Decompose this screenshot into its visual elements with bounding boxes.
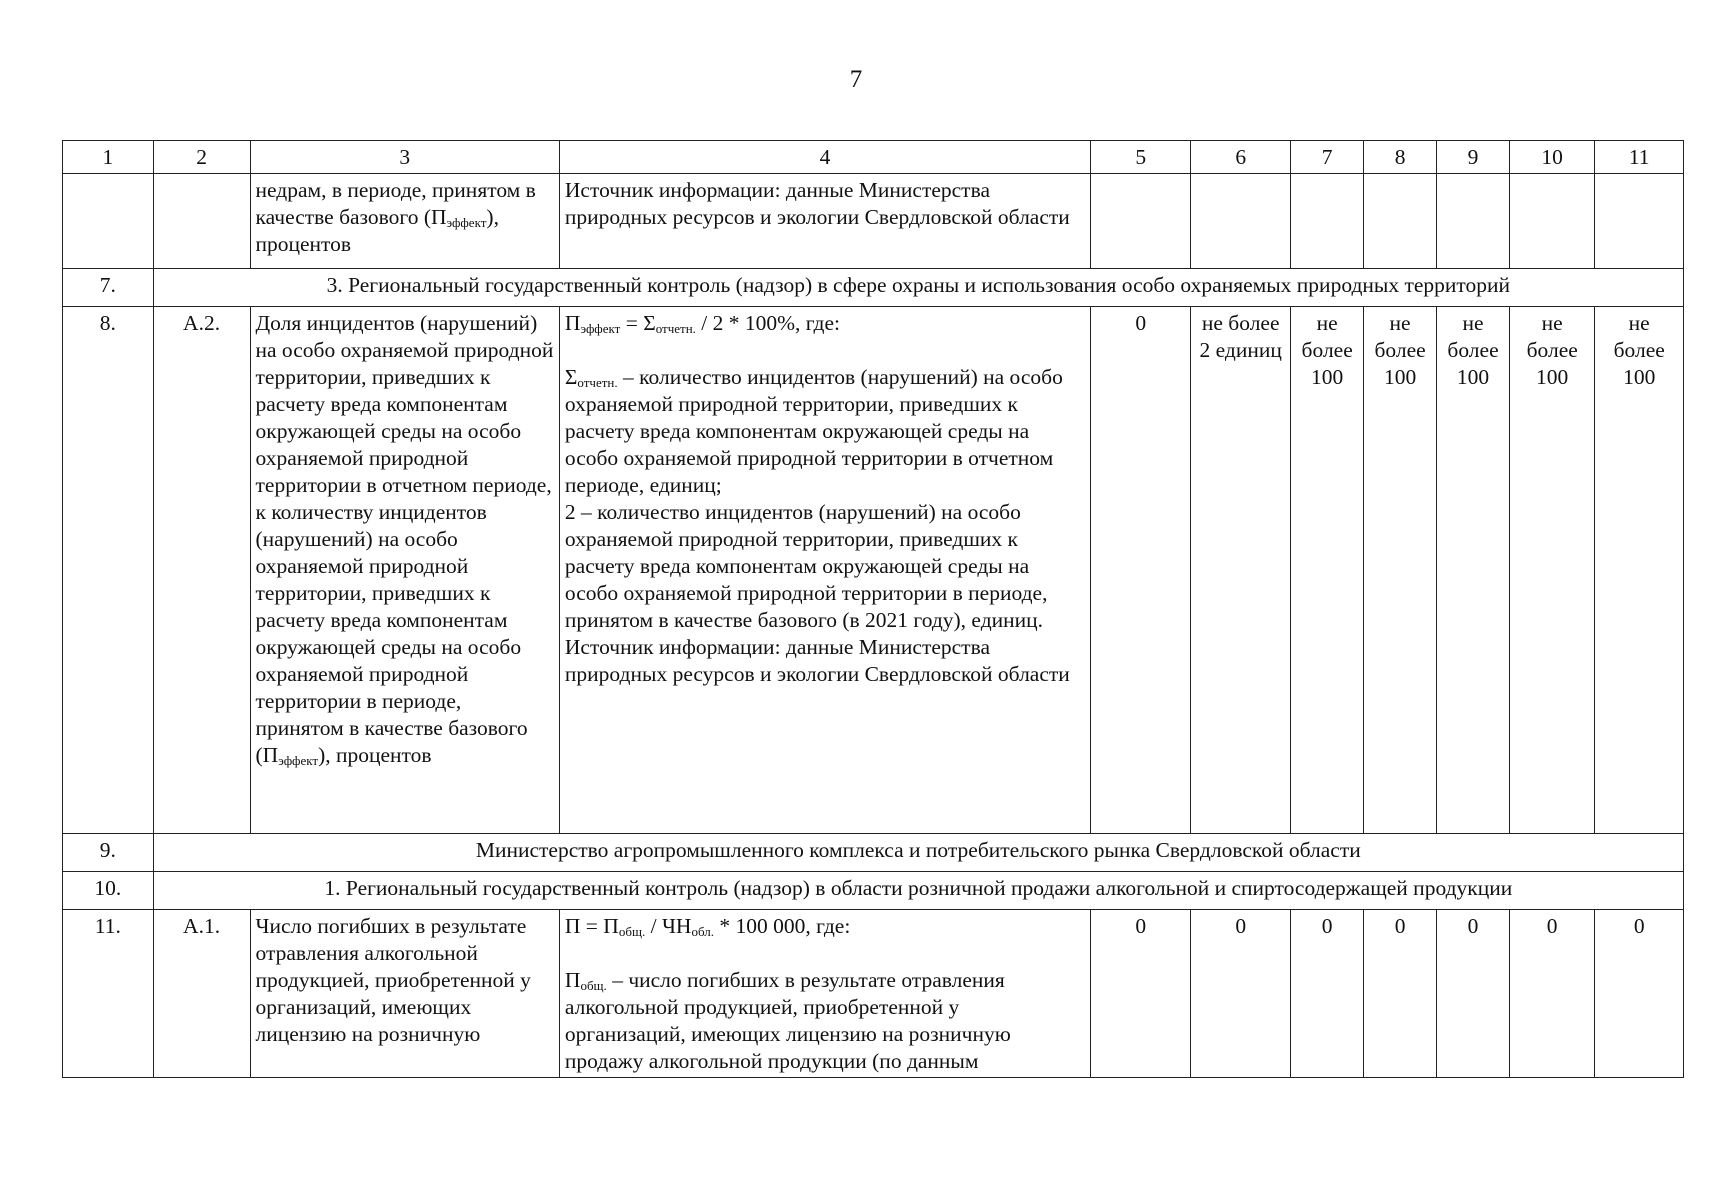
header-cell: 4 bbox=[559, 141, 1090, 174]
table-row-continuation bbox=[63, 174, 1684, 269]
formula: $П_{эффект} = \Sigma_{отчетн.} / 2 * 100\%$, где: bbox=[564, 311, 841, 336]
value-cell: 0 bbox=[1509, 910, 1594, 1078]
calculation-method-cell bbox=[559, 307, 1090, 834]
header-cell: 2 bbox=[153, 141, 250, 174]
table-row-indicator-a1 bbox=[63, 910, 1684, 1078]
indicator-name-text: ), процентов bbox=[318, 743, 432, 767]
row-number-cell bbox=[63, 174, 154, 269]
indicator-name-text: ), процентов bbox=[255, 205, 499, 256]
value-cell: 0 bbox=[1091, 307, 1191, 834]
value-cell: 0 bbox=[1595, 910, 1684, 1078]
header-cell: 6 bbox=[1191, 141, 1291, 174]
row-number-cell: 7. bbox=[63, 269, 154, 307]
value-cell: 0 bbox=[1191, 910, 1291, 1078]
ministry-heading: Министерство агропромышленного комплекса и потребительского рынка Свердловской области bbox=[153, 834, 1683, 872]
value-cell: не более 100 bbox=[1437, 307, 1510, 834]
formula-definition: $\Sigma_{отчетн.}$ – количество инцидентов (нарушений) на особо охраняемой природной территории, приведших к расчету вреда компонентам окружающей среды на особо охраняемой природной территории в отчетном периоде, единиц; bbox=[564, 365, 1063, 497]
value-cell: 0 bbox=[1091, 910, 1191, 1078]
row-number-cell: 9. bbox=[63, 834, 154, 872]
ministry-row bbox=[63, 834, 1684, 872]
section-heading: 1. Региональный государственный контроль (надзор) в области розничной продажи алкогольной и спиртосодержащей продукции bbox=[153, 872, 1683, 910]
section-heading: 3. Региональный государственный контроль (надзор) в сфере охраны и использования особо охраняемых природных территорий bbox=[153, 269, 1683, 307]
indicator-code-cell: А.2. bbox=[153, 307, 250, 834]
header-cell: 3 bbox=[250, 141, 559, 174]
row-number-cell: 10. bbox=[63, 872, 154, 910]
subscript: эффект bbox=[446, 215, 487, 230]
section-row bbox=[63, 872, 1684, 910]
table-row-indicator-a2 bbox=[63, 307, 1684, 834]
calculation-method-cell: Источник информации: данные Министерства природных ресурсов и экологии Свердловской области bbox=[559, 174, 1090, 269]
indicators-table bbox=[62, 140, 1684, 1078]
indicator-name-text: Доля инцидентов (нарушений) на особо охраняемой природной территории, приведших к расчету вреда компонентам окружающей среды на особо охраняемой природной территории в отчетном периоде, к количеству инцидентов (нарушений) на особо охраняемой природной территории, приведших к расчету вреда компонентам окружающей среды на особо охраняемой природной территории в периоде, принятом в качестве базового (П bbox=[255, 311, 554, 767]
value-cell: не более 100 bbox=[1364, 307, 1437, 834]
value-cell: не более 100 bbox=[1291, 307, 1364, 834]
indicator-name-cell: Число погибших в результате отравления алкогольной продукцией, приобретенной у организаций, имеющих лицензию на розничную bbox=[250, 910, 559, 1078]
page-number: 7 bbox=[849, 66, 863, 93]
formula-definition: $П_{общ.}$ – число погибших в результате отравления алкогольной продукцией, приобретенной у организаций, имеющих лицензию на розничную продажу алкогольной продукции (по данным bbox=[564, 968, 1011, 1073]
indicator-code-cell bbox=[153, 174, 250, 269]
value-cell: не более 100 bbox=[1595, 307, 1684, 834]
value-cell: 0 bbox=[1364, 910, 1437, 1078]
header-cell: 7 bbox=[1291, 141, 1364, 174]
value-cell: не более 100 bbox=[1509, 307, 1594, 834]
value-cell: 0 bbox=[1291, 910, 1364, 1078]
column-number-header-row bbox=[63, 141, 1684, 174]
indicator-name-text: недрам, в периоде, принятом в качестве базового (П bbox=[255, 178, 536, 229]
indicator-name-cell bbox=[250, 307, 559, 834]
formula: $П = П_{общ.} / ЧН_{обл.} * 100$ 000, где: bbox=[564, 914, 851, 939]
header-cell: 8 bbox=[1364, 141, 1437, 174]
header-cell: 1 bbox=[63, 141, 154, 174]
header-cell: 5 bbox=[1091, 141, 1191, 174]
subscript: эффект bbox=[278, 753, 319, 768]
row-number-cell: 11. bbox=[63, 910, 154, 1078]
value-cell: 0 bbox=[1437, 910, 1510, 1078]
header-cell: 10 bbox=[1509, 141, 1594, 174]
information-source: Источник информации: данные Министерства природных ресурсов и экологии Свердловской области bbox=[564, 635, 1070, 686]
header-cell: 11 bbox=[1595, 141, 1684, 174]
section-row bbox=[63, 269, 1684, 307]
row-number-cell: 8. bbox=[63, 307, 154, 834]
indicator-code-cell: А.1. bbox=[153, 910, 250, 1078]
value-cell: не более 2 единиц bbox=[1191, 307, 1291, 834]
formula-definition: 2 – количество инцидентов (нарушений) на особо охраняемой природной территории, приведших к расчету вреда компонентам окружающей среды на особо охраняемой природной территории в периоде, принятом в качестве базового (в 2021 году), единиц. bbox=[564, 500, 1048, 632]
header-cell: 9 bbox=[1437, 141, 1510, 174]
calculation-method-cell bbox=[559, 910, 1090, 1078]
indicator-name-cell bbox=[250, 174, 559, 269]
